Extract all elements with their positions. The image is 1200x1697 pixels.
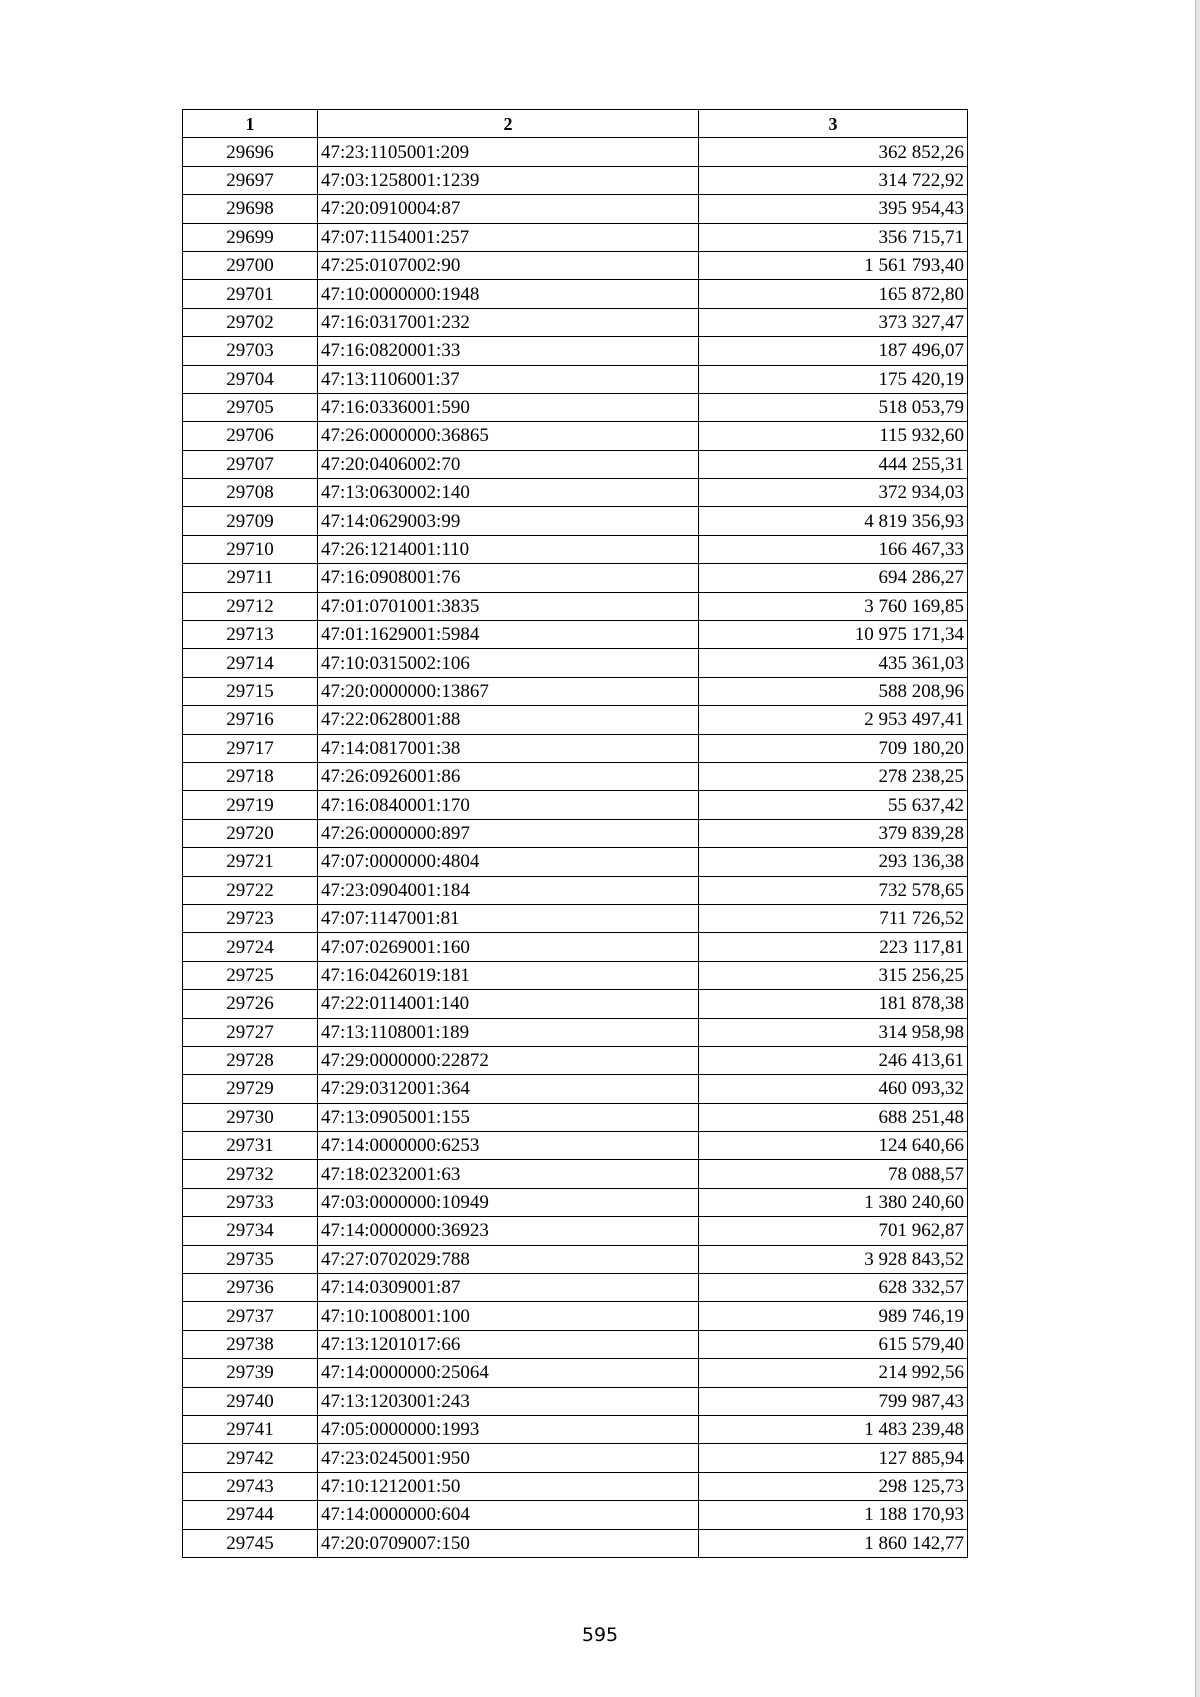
value-cell: 175 420,19 bbox=[699, 365, 968, 393]
row-number-cell: 29739 bbox=[183, 1359, 318, 1387]
header-col-1: 1 bbox=[183, 110, 318, 138]
cadastral-number-cell: 47:27:0702029:788 bbox=[318, 1245, 699, 1273]
row-number-cell: 29715 bbox=[183, 677, 318, 705]
table-row bbox=[183, 592, 968, 620]
header-col-2: 2 bbox=[318, 110, 699, 138]
row-number-cell: 29745 bbox=[183, 1529, 318, 1557]
table-row bbox=[183, 1217, 968, 1245]
table-row bbox=[183, 280, 968, 308]
table-row bbox=[183, 1160, 968, 1188]
table-row bbox=[183, 1529, 968, 1557]
row-number-cell: 29719 bbox=[183, 791, 318, 819]
row-number-cell: 29705 bbox=[183, 393, 318, 421]
value-cell: 1 483 239,48 bbox=[699, 1415, 968, 1443]
cadastral-number-cell: 47:13:1106001:37 bbox=[318, 365, 699, 393]
row-number-cell: 29696 bbox=[183, 138, 318, 166]
row-number-cell: 29711 bbox=[183, 564, 318, 592]
value-cell: 711 726,52 bbox=[699, 904, 968, 932]
value-cell: 2 953 497,41 bbox=[699, 706, 968, 734]
cadastral-number-cell: 47:07:0269001:160 bbox=[318, 933, 699, 961]
value-cell: 732 578,65 bbox=[699, 876, 968, 904]
cadastral-number-cell: 47:16:0908001:76 bbox=[318, 564, 699, 592]
value-cell: 694 286,27 bbox=[699, 564, 968, 592]
row-number-cell: 29716 bbox=[183, 706, 318, 734]
table-header bbox=[183, 110, 968, 138]
row-number-cell: 29698 bbox=[183, 195, 318, 223]
row-number-cell: 29720 bbox=[183, 819, 318, 847]
row-number-cell: 29738 bbox=[183, 1330, 318, 1358]
row-number-cell: 29723 bbox=[183, 904, 318, 932]
row-number-cell: 29734 bbox=[183, 1217, 318, 1245]
value-cell: 588 208,96 bbox=[699, 677, 968, 705]
page-edge bbox=[1195, 0, 1200, 1697]
cadastral-number-cell: 47:29:0000000:22872 bbox=[318, 1046, 699, 1074]
cadastral-number-cell: 47:16:0840001:170 bbox=[318, 791, 699, 819]
row-number-cell: 29730 bbox=[183, 1103, 318, 1131]
cadastral-number-cell: 47:20:0910004:87 bbox=[318, 195, 699, 223]
row-number-cell: 29727 bbox=[183, 1018, 318, 1046]
value-cell: 124 640,66 bbox=[699, 1132, 968, 1160]
row-number-cell: 29743 bbox=[183, 1472, 318, 1500]
cadastral-number-cell: 47:20:0709007:150 bbox=[318, 1529, 699, 1557]
row-number-cell: 29701 bbox=[183, 280, 318, 308]
row-number-cell: 29712 bbox=[183, 592, 318, 620]
cadastral-number-cell: 47:16:0336001:590 bbox=[318, 393, 699, 421]
value-cell: 187 496,07 bbox=[699, 337, 968, 365]
table-row bbox=[183, 1415, 968, 1443]
cadastral-number-cell: 47:23:0904001:184 bbox=[318, 876, 699, 904]
table-row bbox=[183, 564, 968, 592]
row-number-cell: 29706 bbox=[183, 422, 318, 450]
value-cell: 1 860 142,77 bbox=[699, 1529, 968, 1557]
table-row bbox=[183, 819, 968, 847]
value-cell: 3 760 169,85 bbox=[699, 592, 968, 620]
header-col-3: 3 bbox=[699, 110, 968, 138]
table-row bbox=[183, 1046, 968, 1074]
table-row bbox=[183, 365, 968, 393]
cadastral-number-cell: 47:07:1154001:257 bbox=[318, 223, 699, 251]
table-row bbox=[183, 791, 968, 819]
row-number-cell: 29717 bbox=[183, 734, 318, 762]
cadastral-number-cell: 47:14:0309001:87 bbox=[318, 1274, 699, 1302]
cadastral-number-cell: 47:13:0905001:155 bbox=[318, 1103, 699, 1131]
value-cell: 55 637,42 bbox=[699, 791, 968, 819]
table-body bbox=[183, 138, 968, 1558]
row-number-cell: 29729 bbox=[183, 1075, 318, 1103]
row-number-cell: 29725 bbox=[183, 961, 318, 989]
cadastral-number-cell: 47:14:0000000:604 bbox=[318, 1501, 699, 1529]
table-row bbox=[183, 1472, 968, 1500]
cadastral-number-cell: 47:03:0000000:10949 bbox=[318, 1188, 699, 1216]
cadastral-number-cell: 47:13:0630002:140 bbox=[318, 479, 699, 507]
table-row bbox=[183, 422, 968, 450]
row-number-cell: 29714 bbox=[183, 649, 318, 677]
table-row bbox=[183, 479, 968, 507]
header-row bbox=[183, 110, 968, 138]
cadastral-number-cell: 47:10:1212001:50 bbox=[318, 1472, 699, 1500]
cadastral-number-cell: 47:16:0317001:232 bbox=[318, 308, 699, 336]
table-row bbox=[183, 1245, 968, 1273]
table-row bbox=[183, 706, 968, 734]
cadastral-number-cell: 47:23:1105001:209 bbox=[318, 138, 699, 166]
table-row bbox=[183, 677, 968, 705]
row-number-cell: 29744 bbox=[183, 1501, 318, 1529]
value-cell: 115 932,60 bbox=[699, 422, 968, 450]
row-number-cell: 29728 bbox=[183, 1046, 318, 1074]
value-cell: 1 380 240,60 bbox=[699, 1188, 968, 1216]
cadastral-number-cell: 47:14:0000000:6253 bbox=[318, 1132, 699, 1160]
value-cell: 395 954,43 bbox=[699, 195, 968, 223]
table-row bbox=[183, 621, 968, 649]
value-cell: 709 180,20 bbox=[699, 734, 968, 762]
value-cell: 314 722,92 bbox=[699, 166, 968, 194]
value-cell: 214 992,56 bbox=[699, 1359, 968, 1387]
row-number-cell: 29699 bbox=[183, 223, 318, 251]
cadastral-number-cell: 47:14:0000000:25064 bbox=[318, 1359, 699, 1387]
registry-table bbox=[182, 109, 968, 1558]
table-row bbox=[183, 138, 968, 166]
cadastral-number-cell: 47:01:0701001:3835 bbox=[318, 592, 699, 620]
table-row bbox=[183, 649, 968, 677]
row-number-cell: 29722 bbox=[183, 876, 318, 904]
value-cell: 78 088,57 bbox=[699, 1160, 968, 1188]
table-row bbox=[183, 961, 968, 989]
cadastral-number-cell: 47:13:1201017:66 bbox=[318, 1330, 699, 1358]
row-number-cell: 29710 bbox=[183, 535, 318, 563]
cadastral-number-cell: 47:23:0245001:950 bbox=[318, 1444, 699, 1472]
row-number-cell: 29733 bbox=[183, 1188, 318, 1216]
cadastral-number-cell: 47:26:0000000:36865 bbox=[318, 422, 699, 450]
row-number-cell: 29703 bbox=[183, 337, 318, 365]
row-number-cell: 29724 bbox=[183, 933, 318, 961]
table-row bbox=[183, 1387, 968, 1415]
row-number-cell: 29741 bbox=[183, 1415, 318, 1443]
value-cell: 314 958,98 bbox=[699, 1018, 968, 1046]
value-cell: 444 255,31 bbox=[699, 450, 968, 478]
row-number-cell: 29707 bbox=[183, 450, 318, 478]
value-cell: 518 053,79 bbox=[699, 393, 968, 421]
table-row bbox=[183, 1444, 968, 1472]
row-number-cell: 29740 bbox=[183, 1387, 318, 1415]
cadastral-number-cell: 47:20:0000000:13867 bbox=[318, 677, 699, 705]
table-row bbox=[183, 507, 968, 535]
table-row bbox=[183, 1188, 968, 1216]
table-row bbox=[183, 393, 968, 421]
value-cell: 799 987,43 bbox=[699, 1387, 968, 1415]
value-cell: 435 361,03 bbox=[699, 649, 968, 677]
cadastral-number-cell: 47:16:0426019:181 bbox=[318, 961, 699, 989]
cadastral-number-cell: 47:05:0000000:1993 bbox=[318, 1415, 699, 1443]
row-number-cell: 29697 bbox=[183, 166, 318, 194]
cadastral-number-cell: 47:20:0406002:70 bbox=[318, 450, 699, 478]
cadastral-number-cell: 47:26:0000000:897 bbox=[318, 819, 699, 847]
value-cell: 688 251,48 bbox=[699, 1103, 968, 1131]
cadastral-number-cell: 47:07:1147001:81 bbox=[318, 904, 699, 932]
row-number-cell: 29736 bbox=[183, 1274, 318, 1302]
row-number-cell: 29713 bbox=[183, 621, 318, 649]
value-cell: 628 332,57 bbox=[699, 1274, 968, 1302]
value-cell: 1 188 170,93 bbox=[699, 1501, 968, 1529]
table-row bbox=[183, 1018, 968, 1046]
page-number: 595 bbox=[581, 1624, 619, 1646]
cadastral-number-cell: 47:13:1108001:189 bbox=[318, 1018, 699, 1046]
value-cell: 298 125,73 bbox=[699, 1472, 968, 1500]
row-number-cell: 29704 bbox=[183, 365, 318, 393]
table-row bbox=[183, 337, 968, 365]
table-row bbox=[183, 990, 968, 1018]
cadastral-number-cell: 47:29:0312001:364 bbox=[318, 1075, 699, 1103]
table-row bbox=[183, 195, 968, 223]
row-number-cell: 29721 bbox=[183, 848, 318, 876]
cadastral-number-cell: 47:22:0628001:88 bbox=[318, 706, 699, 734]
cadastral-number-cell: 47:10:0315002:106 bbox=[318, 649, 699, 677]
value-cell: 223 117,81 bbox=[699, 933, 968, 961]
table-row bbox=[183, 1359, 968, 1387]
table-row bbox=[183, 1075, 968, 1103]
table-row bbox=[183, 876, 968, 904]
table-row bbox=[183, 1501, 968, 1529]
cadastral-number-cell: 47:26:0926001:86 bbox=[318, 762, 699, 790]
table-row bbox=[183, 308, 968, 336]
row-number-cell: 29726 bbox=[183, 990, 318, 1018]
table-row bbox=[183, 1302, 968, 1330]
cadastral-number-cell: 47:14:0000000:36923 bbox=[318, 1217, 699, 1245]
value-cell: 1 561 793,40 bbox=[699, 251, 968, 279]
cadastral-number-cell: 47:10:1008001:100 bbox=[318, 1302, 699, 1330]
cadastral-number-cell: 47:26:1214001:110 bbox=[318, 535, 699, 563]
value-cell: 362 852,26 bbox=[699, 138, 968, 166]
value-cell: 372 934,03 bbox=[699, 479, 968, 507]
value-cell: 278 238,25 bbox=[699, 762, 968, 790]
value-cell: 379 839,28 bbox=[699, 819, 968, 847]
table-row bbox=[183, 1330, 968, 1358]
value-cell: 3 928 843,52 bbox=[699, 1245, 968, 1273]
row-number-cell: 29735 bbox=[183, 1245, 318, 1273]
table-row bbox=[183, 1132, 968, 1160]
cadastral-number-cell: 47:16:0820001:33 bbox=[318, 337, 699, 365]
value-cell: 356 715,71 bbox=[699, 223, 968, 251]
value-cell: 10 975 171,34 bbox=[699, 621, 968, 649]
row-number-cell: 29709 bbox=[183, 507, 318, 535]
value-cell: 701 962,87 bbox=[699, 1217, 968, 1245]
cadastral-number-cell: 47:14:0817001:38 bbox=[318, 734, 699, 762]
table-row bbox=[183, 223, 968, 251]
table-row bbox=[183, 904, 968, 932]
value-cell: 460 093,32 bbox=[699, 1075, 968, 1103]
row-number-cell: 29708 bbox=[183, 479, 318, 507]
value-cell: 127 885,94 bbox=[699, 1444, 968, 1472]
row-number-cell: 29700 bbox=[183, 251, 318, 279]
table-row bbox=[183, 1274, 968, 1302]
row-number-cell: 29718 bbox=[183, 762, 318, 790]
table-row bbox=[183, 848, 968, 876]
row-number-cell: 29732 bbox=[183, 1160, 318, 1188]
table-row bbox=[183, 762, 968, 790]
row-number-cell: 29702 bbox=[183, 308, 318, 336]
table-row bbox=[183, 450, 968, 478]
table-row bbox=[183, 1103, 968, 1131]
value-cell: 293 136,38 bbox=[699, 848, 968, 876]
value-cell: 246 413,61 bbox=[699, 1046, 968, 1074]
cadastral-number-cell: 47:01:1629001:5984 bbox=[318, 621, 699, 649]
table-row bbox=[183, 535, 968, 563]
cadastral-number-cell: 47:10:0000000:1948 bbox=[318, 280, 699, 308]
cadastral-number-cell: 47:14:0629003:99 bbox=[318, 507, 699, 535]
table-row bbox=[183, 734, 968, 762]
row-number-cell: 29737 bbox=[183, 1302, 318, 1330]
table-row bbox=[183, 933, 968, 961]
cadastral-number-cell: 47:22:0114001:140 bbox=[318, 990, 699, 1018]
cadastral-number-cell: 47:03:1258001:1239 bbox=[318, 166, 699, 194]
value-cell: 165 872,80 bbox=[699, 280, 968, 308]
cadastral-number-cell: 47:25:0107002:90 bbox=[318, 251, 699, 279]
cadastral-number-cell: 47:13:1203001:243 bbox=[318, 1387, 699, 1415]
value-cell: 181 878,38 bbox=[699, 990, 968, 1018]
table-row bbox=[183, 251, 968, 279]
value-cell: 989 746,19 bbox=[699, 1302, 968, 1330]
row-number-cell: 29742 bbox=[183, 1444, 318, 1472]
value-cell: 315 256,25 bbox=[699, 961, 968, 989]
value-cell: 166 467,33 bbox=[699, 535, 968, 563]
cadastral-number-cell: 47:07:0000000:4804 bbox=[318, 848, 699, 876]
row-number-cell: 29731 bbox=[183, 1132, 318, 1160]
value-cell: 615 579,40 bbox=[699, 1330, 968, 1358]
table-row bbox=[183, 166, 968, 194]
value-cell: 373 327,47 bbox=[699, 308, 968, 336]
value-cell: 4 819 356,93 bbox=[699, 507, 968, 535]
cadastral-number-cell: 47:18:0232001:63 bbox=[318, 1160, 699, 1188]
